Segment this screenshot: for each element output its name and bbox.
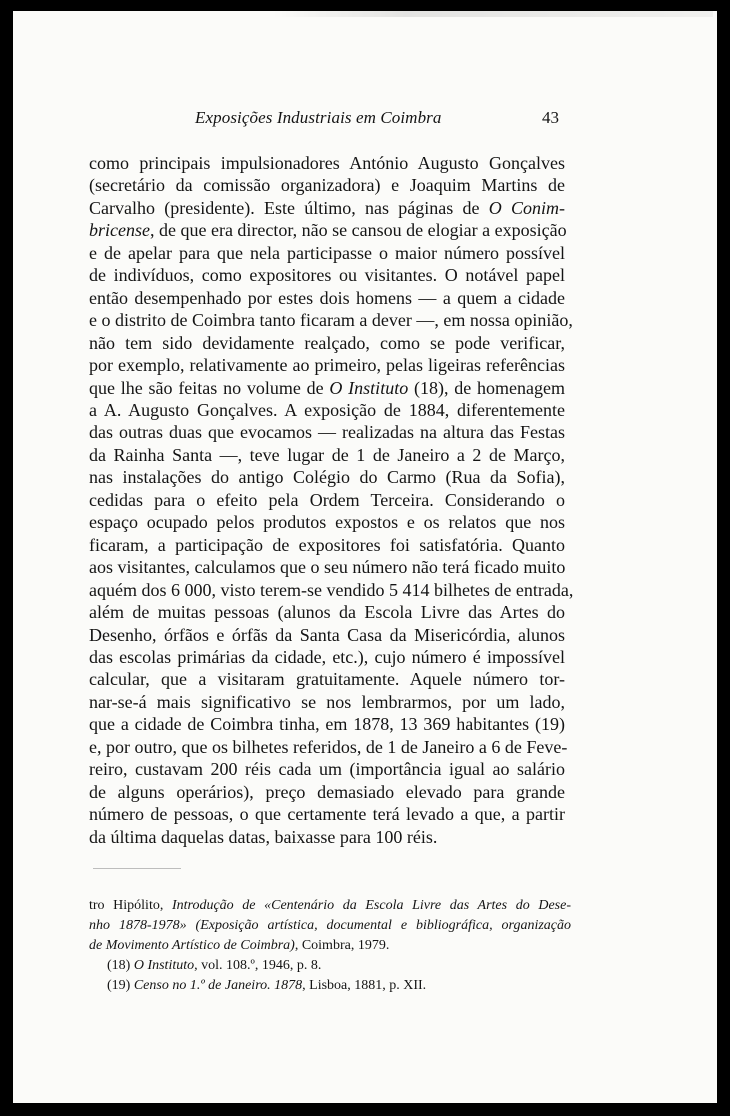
book-page [13, 11, 717, 1103]
italic-text: Introdução de «Centenário da Escola Livre das Artes do Dese- [171, 898, 571, 913]
italic-text: O Instituto [133, 958, 195, 973]
body-paragraph [89, 152, 574, 848]
text-line: aquém dos 6 000, visto terem-se vendido 5 414 bilhetes de entrada, [89, 579, 574, 600]
text-line: da última daquelas datas, baixasse para 100 réis. [89, 826, 438, 847]
text-line: que a cidade de Coimbra tinha, em 1878, 13 369 habitantes (19) [89, 714, 565, 735]
italic-text: bricense [89, 220, 150, 241]
text-line: então desempenhado por estes dois homens — a quem a cidade [89, 287, 565, 308]
italic-text: Censo no 1.º de Janeiro. 1878 [133, 978, 303, 993]
text-line: ficaram, a participação de expositores foi satisfatória. Quanto [89, 534, 565, 555]
text-line: a A. Augusto Gonçalves. A exposição de 1884, diferentemente [89, 399, 565, 420]
text-line: Desenho, órfãos e órfãs da Santa Casa da Misericórdia, alunos [89, 624, 565, 645]
text-line: das escolas primárias da cidade, etc.), cujo número é impossível [89, 646, 565, 667]
text-line: de indivíduos, como expositores ou visitantes. O notável papel [89, 265, 565, 286]
footnote-line [89, 916, 571, 936]
italic-text: nho 1878-1978» (Exposição artística, documental e bibliográfica, organização [89, 918, 571, 933]
text-line: espaço ocupado pelos produtos expostos e os relatos que nos [89, 512, 565, 533]
text-line: Carvalho (presidente). Este último, nas páginas de O Conim- [89, 197, 565, 218]
text-line: calcular, que a visitaram gratuitamente. Aquele número tor- [89, 669, 565, 690]
running-title: Exposições Industriais em Coimbra [195, 108, 442, 127]
text-line: como principais impulsionadores António Augusto Gonçalves [89, 153, 565, 173]
page-number: 43 [542, 108, 559, 127]
footnotes [89, 896, 571, 996]
footnote-rule [93, 868, 181, 869]
text-line: nar-se-á mais significativo se nos lembrarmos, por um lado, [89, 691, 565, 712]
text-line: bricense, de que era director, não se cansou de elogiar a exposição [89, 220, 567, 241]
page-header [13, 108, 717, 134]
text-line: e de apelar para que nela participasse o maior número possível [89, 242, 565, 263]
text-line: aos visitantes, calculamos que o seu número não terá ficado muito [89, 557, 566, 578]
text-line: que lhe são feitas no volume de O Instituto (18), de homenagem [89, 377, 565, 398]
text-line: nas instalações do antigo Colégio do Carmo (Rua da Sofia), [89, 467, 565, 488]
italic-text: de Movimento Artístico de Coimbra) [89, 938, 295, 953]
italic-text: O Instituto [329, 377, 409, 398]
text-line: e o distrito de Coimbra tanto ficaram a dever —, em nossa opinião, [89, 310, 573, 331]
text-line: além de muitas pessoas (alunos da Escola Livre das Artes do [89, 602, 565, 623]
text-line: reiro, custavam 200 réis cada um (importância igual ao salário [89, 759, 565, 780]
text-line: da Rainha Santa —, teve lugar de 1 de Janeiro a 2 de Março, [89, 444, 565, 465]
footnote-line: (18) O Instituto, vol. 108.º, 1946, p. 8. [107, 958, 322, 973]
text-line: cedidas para o efeito pela Ordem Terceira. Considerando o [89, 489, 565, 510]
text-line: (secretário da comissão organizadora) e Joaquim Martins de [89, 175, 565, 196]
italic-text: O Conim- [488, 197, 565, 218]
footnote-line: de Movimento Artístico de Coimbra), Coimbra, 1979. [89, 938, 390, 953]
text-line: número de pessoas, o que certamente terá levado a que, a partir [89, 804, 565, 825]
footnote-line: (19) Censo no 1.º de Janeiro. 1878, Lisboa, 1881, p. XII. [107, 978, 427, 993]
text-line: e, por outro, que os bilhetes referidos, de 1 de Janeiro a 6 de Feve- [89, 736, 568, 757]
text-line: de alguns operários), preço demasiado elevado para grande [89, 781, 565, 802]
footnote-line: tro Hipólito, Introdução de «Centenário da Escola Livre das Artes do Dese- [89, 898, 571, 913]
text-line: por exemplo, relativamente ao primeiro, pelas ligeiras referências [89, 355, 565, 376]
text-line: das outras duas que evocamos — realizadas na altura das Festas [89, 422, 565, 443]
text-line: não tem sido devidamente realçado, como se pode verificar, [89, 332, 565, 353]
scan-smudge [273, 11, 713, 17]
